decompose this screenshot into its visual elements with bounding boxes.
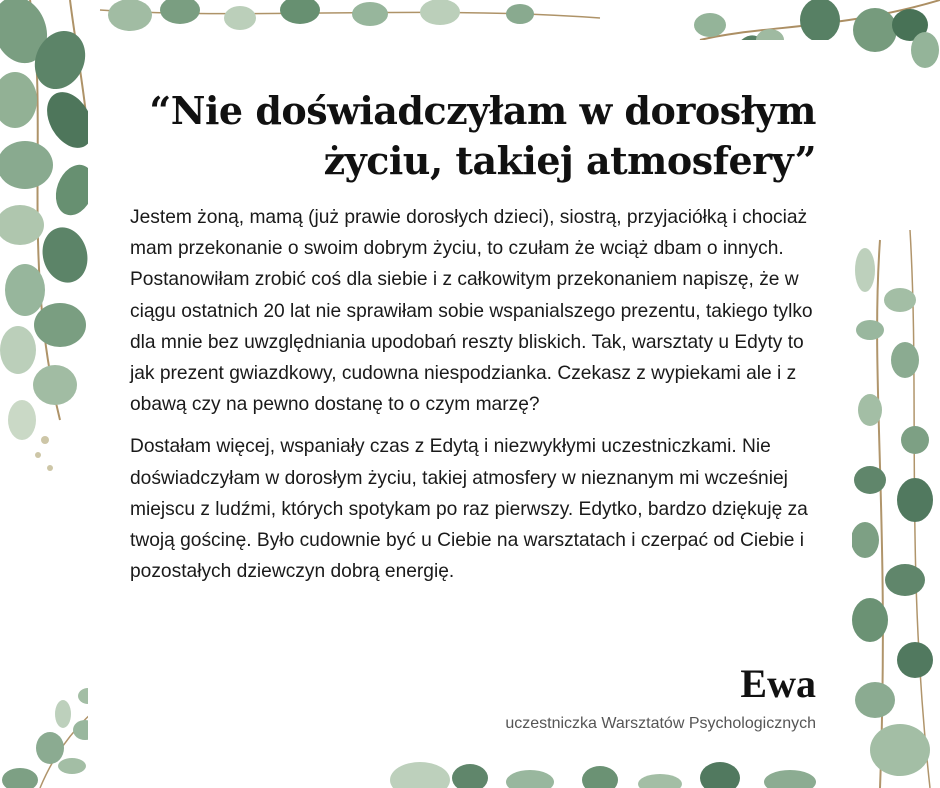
paragraph-2: Dostałam więcej, wspaniały czas z Edytą i niezwykłymi uczestniczkami. Nie doświadczyłam w dorosłym życiu, takiej atmosfery w nieznanym mi wcześniej miejscu z ludźmi, których spotykam po raz pierwszy. Edytko, bardzo dziękuję za twoją gościnę. Było cudownie być u Ciebie na warsztatach i czerpać od Ciebie i pozostałych dziewczyn dobrą energię. [130,436,808,583]
title-line-2: życiu, takiej atmosfery” [323,138,816,183]
testimonial-title [116,86,816,186]
testimonial-card [88,40,852,760]
author-name: Ewa [740,661,816,706]
author-role: uczestniczka Warsztatów Psychologicznych [505,715,816,732]
title-line-1: “Nie doświadczyłam w dorosłym [149,88,816,133]
paragraph-1: Jestem żoną, mamą (już prawie dorosłych dzieci), siostrą, przyjaciółką i chociaż mam przekonanie o swoim dobrym życiu, to czułam że wciąż dbam o innych. Postanowiłam zrobić coś dla siebie i z całkowitym przekonaniem napiszę, że w ciągu ostatnich 20 lat nie sprawiłam sobie wspanialszego prezentu, takiego tylko dla mnie bez uwzględniania upodobań reszty bliskich. Tak, warsztaty u Edyty to jak prezent gwiazdkowy, cudowna niespodzianka. Czekasz z wypiekami ale i z obawą czy na pewno dostanę to o czym marzę? [130,207,813,416]
left-foliage [0,0,102,471]
testimonial-body [130,202,820,598]
top-foliage [100,0,600,31]
right-foliage [851,230,933,788]
bottom-foliage [390,762,816,788]
